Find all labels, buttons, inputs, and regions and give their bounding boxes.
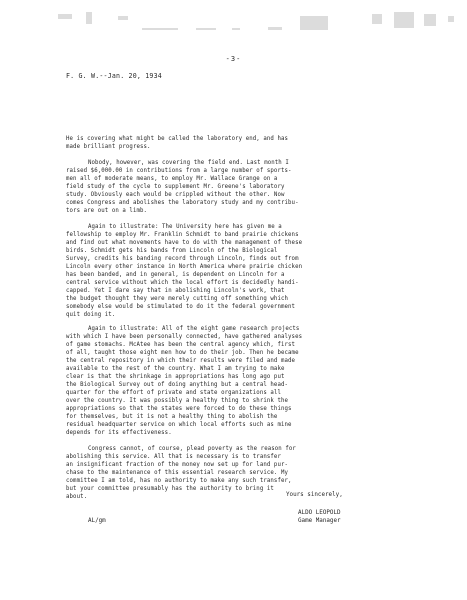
text-line: residual headquarter service on which local efforts such as mine	[66, 422, 292, 428]
text-line: abolishing this service. All that is necessary is to transfer	[66, 454, 281, 460]
text-line: quarter for the effort of private and state organizations all	[66, 390, 281, 396]
page-number: -3-	[225, 55, 242, 63]
text-line: Survey, credits his banding record through Lincoln, finds out from	[66, 256, 299, 262]
text-line: raised $6,000.00 in contributions from a large number of sports-	[66, 168, 292, 174]
text-line: with which I have been personally connected, have gathered analyses	[66, 334, 303, 340]
text-line: He is covering what might be called the laboratory end, and has	[66, 136, 289, 142]
closing: Yours sincerely,	[286, 492, 343, 498]
text-line: Again to illustrate: The University here has given me a	[88, 224, 282, 230]
text-line: about.	[66, 494, 88, 500]
text-line: has been banded, and in general, is dependent on Lincoln for a	[66, 272, 285, 278]
text-line: birds. Schmidt gets his bands from Lincoln of the Biological	[66, 248, 278, 254]
reference-line: F. G. W.--Jan. 20, 1934	[66, 72, 162, 80]
text-line: but your committee presumably has the authority to bring it	[66, 486, 274, 492]
text-line: of all, taught those eight men how to do their job. Then he became	[66, 350, 299, 356]
text-line: committee I am told, has no authority to make any such transfer,	[66, 478, 292, 484]
text-line: over the country. It was possibly a healthy thing to shrink the	[66, 398, 289, 404]
text-line: quit doing it.	[66, 312, 116, 318]
text-line: and find out what movements have to do with the management of these	[66, 240, 303, 246]
text-line: an insignificant fraction of the money now set up for land pur-	[66, 462, 289, 468]
typist-initials: AL/gm	[88, 518, 106, 524]
text-line: the Biological Survey out of doing anything but a central head-	[66, 382, 289, 388]
letterhead-bleed-through	[0, 6, 467, 46]
text-line: of game stomachs. McAtee has been the central agency which, first	[66, 342, 296, 348]
text-line: made brilliant progress.	[66, 144, 151, 150]
text-line: comes Congress and abolishes the laboratory study and my contribu-	[66, 200, 299, 206]
text-line: for themselves, but it is not a healthy thing to abolish the	[66, 414, 278, 420]
text-line: study. Obviously each would be crippled without the other. Now	[66, 192, 285, 198]
text-line: fellowship to employ Mr. Franklin Schmidt to band prairie chickens	[66, 232, 299, 238]
text-line: the budget thought they were merely cutting off something which	[66, 296, 289, 302]
text-line: the central repository in which their results were filed and made	[66, 358, 296, 364]
text-line: somebody else would be stimulated to do it the federal government	[66, 304, 296, 310]
text-line: field study of the cycle to supplement Mr. Greene's laboratory	[66, 184, 285, 190]
signature-name: ALDO LEOPOLD	[298, 510, 341, 516]
text-line: tors are out on a limb.	[66, 208, 148, 214]
text-line: Lincoln every other instance in North America where prairie chicken	[66, 264, 303, 270]
text-line: clear is that the shrinkage in appropriations has long ago put	[66, 374, 285, 380]
text-line: central service without which the local effort is decidedly handi-	[66, 280, 299, 286]
text-line: available to the rest of the country. What I am trying to make	[66, 366, 285, 372]
text-line: Again to illustrate: All of the eight game research projects	[88, 326, 300, 332]
text-line: Congress cannot, of course, plead poverty as the reason for	[88, 446, 296, 452]
text-line: men all of moderate means, to employ Mr. Wallace Grange on a	[66, 176, 278, 182]
text-line: capped. Yet I dare say that in abolishing Lincoln's work, that	[66, 288, 285, 294]
text-line: Nobody, however, was covering the field end. Last month I	[88, 160, 289, 166]
text-line: chase to the maintenance of this essential research service. My	[66, 470, 289, 476]
text-line: depends for its effectiveness.	[66, 430, 172, 436]
signature-title: Game Manager	[298, 518, 341, 524]
text-line: appropriations so that the states were forced to do these things	[66, 406, 292, 412]
